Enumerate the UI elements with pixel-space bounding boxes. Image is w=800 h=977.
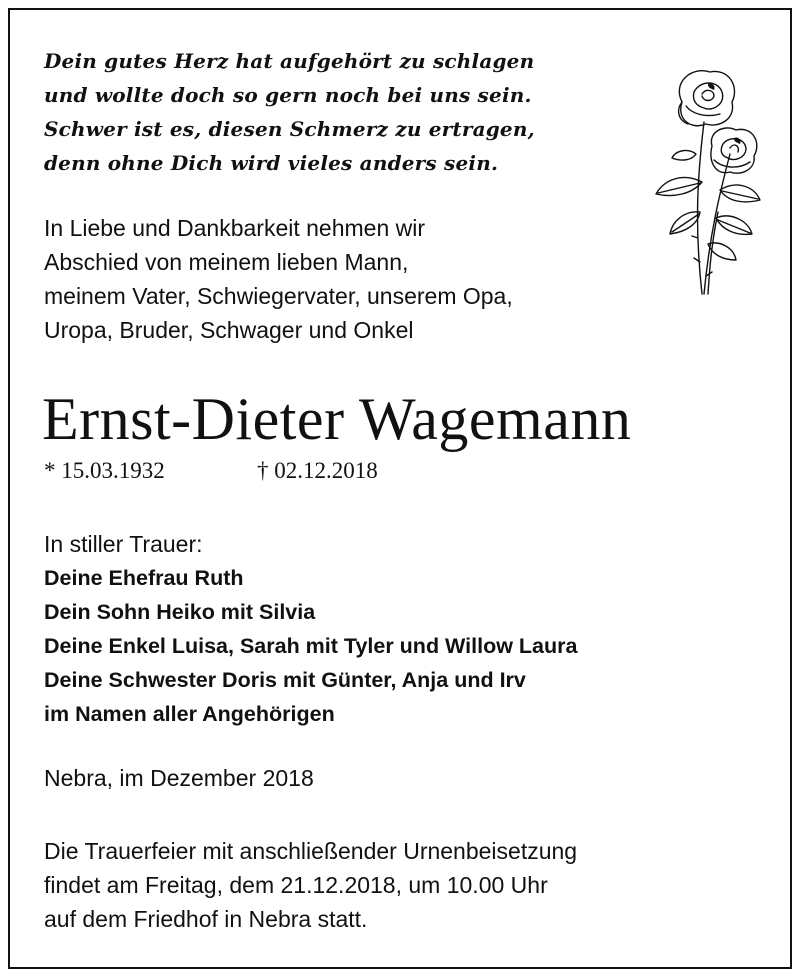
intro-line: Abschied von meinem lieben Mann, <box>44 249 409 275</box>
life-dates <box>44 456 378 486</box>
poem <box>44 44 535 180</box>
death-date: † 02.12.2018 <box>257 458 378 483</box>
intro-text <box>44 211 513 347</box>
poem-line: Dein gutes Herz hat aufgehört zu schlagen <box>44 49 535 73</box>
mourner-line: Dein Sohn Heiko mit Silvia <box>44 600 316 624</box>
deceased-name: Ernst-Dieter Wagemann <box>42 386 632 452</box>
rose-illustration <box>612 62 772 302</box>
birth-date: * 15.03.1932 <box>44 458 165 483</box>
mourner-line: Deine Enkel Luisa, Sarah mit Tyler und Willow Laura <box>44 634 578 658</box>
mourner-line: im Namen aller Angehörigen <box>44 702 335 726</box>
ceremony-info <box>44 834 577 936</box>
ceremony-line: auf dem Friedhof in Nebra statt. <box>44 906 368 932</box>
ceremony-line: findet am Freitag, dem 21.12.2018, um 10.00 Uhr <box>44 872 548 898</box>
mourners-block <box>44 527 577 731</box>
intro-line: meinem Vater, Schwiegervater, unserem Opa, <box>44 283 513 309</box>
poem-line: Schwer ist es, diesen Schmerz zu ertragen, <box>44 117 535 141</box>
intro-line: In Liebe und Dankbarkeit nehmen wir <box>44 215 426 241</box>
poem-line: und wollte doch so gern noch bei uns sein. <box>44 83 532 107</box>
poem-line: denn ohne Dich wird vieles anders sein. <box>44 151 499 175</box>
mourners-intro: In stiller Trauer: <box>44 531 203 557</box>
mourner-line: Deine Schwester Doris mit Günter, Anja und Irv <box>44 668 526 692</box>
ceremony-line: Die Trauerfeier mit anschließender Urnenbeisetzung <box>44 838 578 864</box>
mourner-line: Deine Ehefrau Ruth <box>44 566 244 590</box>
place-date: Nebra, im Dezember 2018 <box>44 765 314 791</box>
intro-line: Uropa, Bruder, Schwager und Onkel <box>44 317 414 343</box>
